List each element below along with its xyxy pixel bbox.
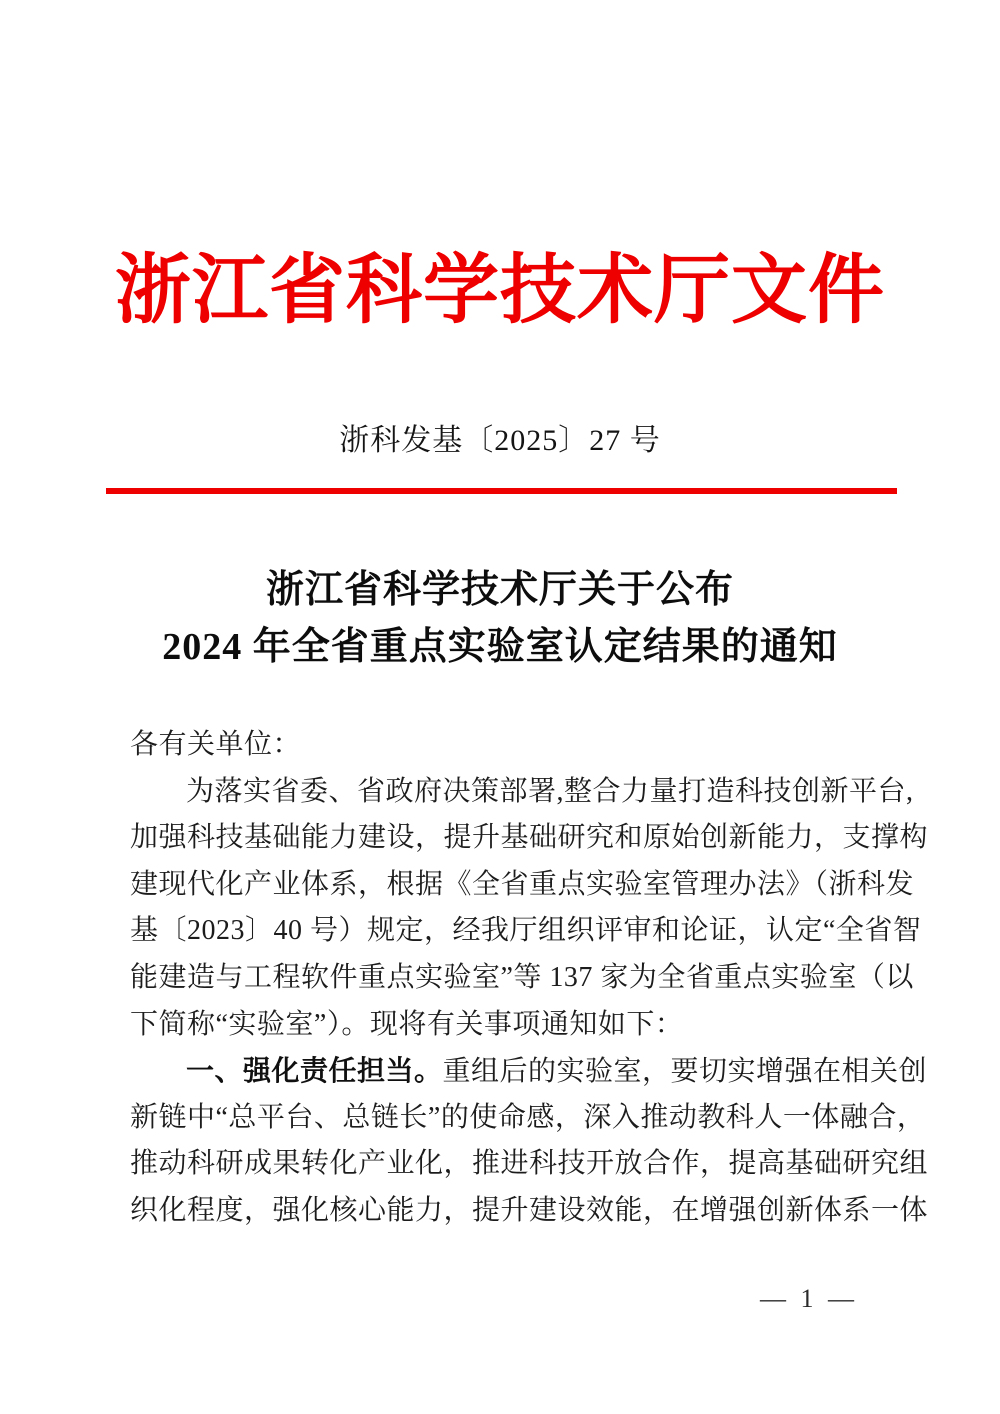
body-line	[130, 955, 930, 1002]
body-segment: 推动科研成果转化产业化，推进科技开放合作，提高基础研究组	[130, 1148, 929, 1180]
body-line	[130, 1188, 930, 1235]
body-segment: 为落实省委、省政府决策部署,整合力量打造科技创新平台,	[186, 775, 914, 807]
body-line	[130, 908, 930, 955]
body-segment: 加强科技基础能力建设，提升基础研究和原始创新能力，支撑构	[130, 822, 929, 854]
red-divider-line	[106, 488, 897, 494]
document-title-line-2: 2024 年全省重点实验室认定结果的通知	[162, 626, 838, 668]
body-line	[130, 769, 930, 816]
body-segment: 建现代化产业体系，根据《全省重点实验室管理办法》（浙科发	[130, 868, 915, 900]
body-segment: 新链中“总平台、总链长”的使命感，深入推动教科人一体融合，	[130, 1101, 926, 1133]
body-line	[130, 1095, 930, 1142]
body-segment: 能建造与工程软件重点实验室”等 137 家为全省重点实验室（以	[130, 961, 914, 993]
body-segment-bold: 一、强化责任担当。	[186, 1055, 443, 1087]
body-segment: 重组后的实验室，要切实增强在相关创	[442, 1056, 928, 1088]
body-segment: 各有关单位：	[130, 729, 302, 760]
document-number: 浙科发基〔2025〕27 号	[339, 424, 661, 457]
body-segment: 下简称“实验室”）。现将有关事项通知如下：	[130, 1008, 684, 1040]
document-body	[130, 722, 930, 1235]
body-line	[130, 862, 930, 909]
page-number: — 1 —	[760, 1284, 858, 1313]
body-segment: 基〔2023〕40 号）规定，经我厅组织评审和论证，认定“全省智	[130, 915, 922, 947]
body-line	[130, 722, 930, 769]
body-line	[130, 1141, 930, 1188]
body-line	[130, 1002, 930, 1049]
body-line	[130, 815, 930, 862]
document-title	[0, 562, 1000, 676]
document-header-title: 浙江省科学技术厅文件	[115, 249, 885, 333]
body-line	[130, 1048, 930, 1095]
body-segment: 织化程度，强化核心能力，提升建设效能，在增强创新体系一体	[130, 1194, 929, 1226]
document-title-line-1: 浙江省科学技术厅关于公布	[265, 569, 734, 611]
